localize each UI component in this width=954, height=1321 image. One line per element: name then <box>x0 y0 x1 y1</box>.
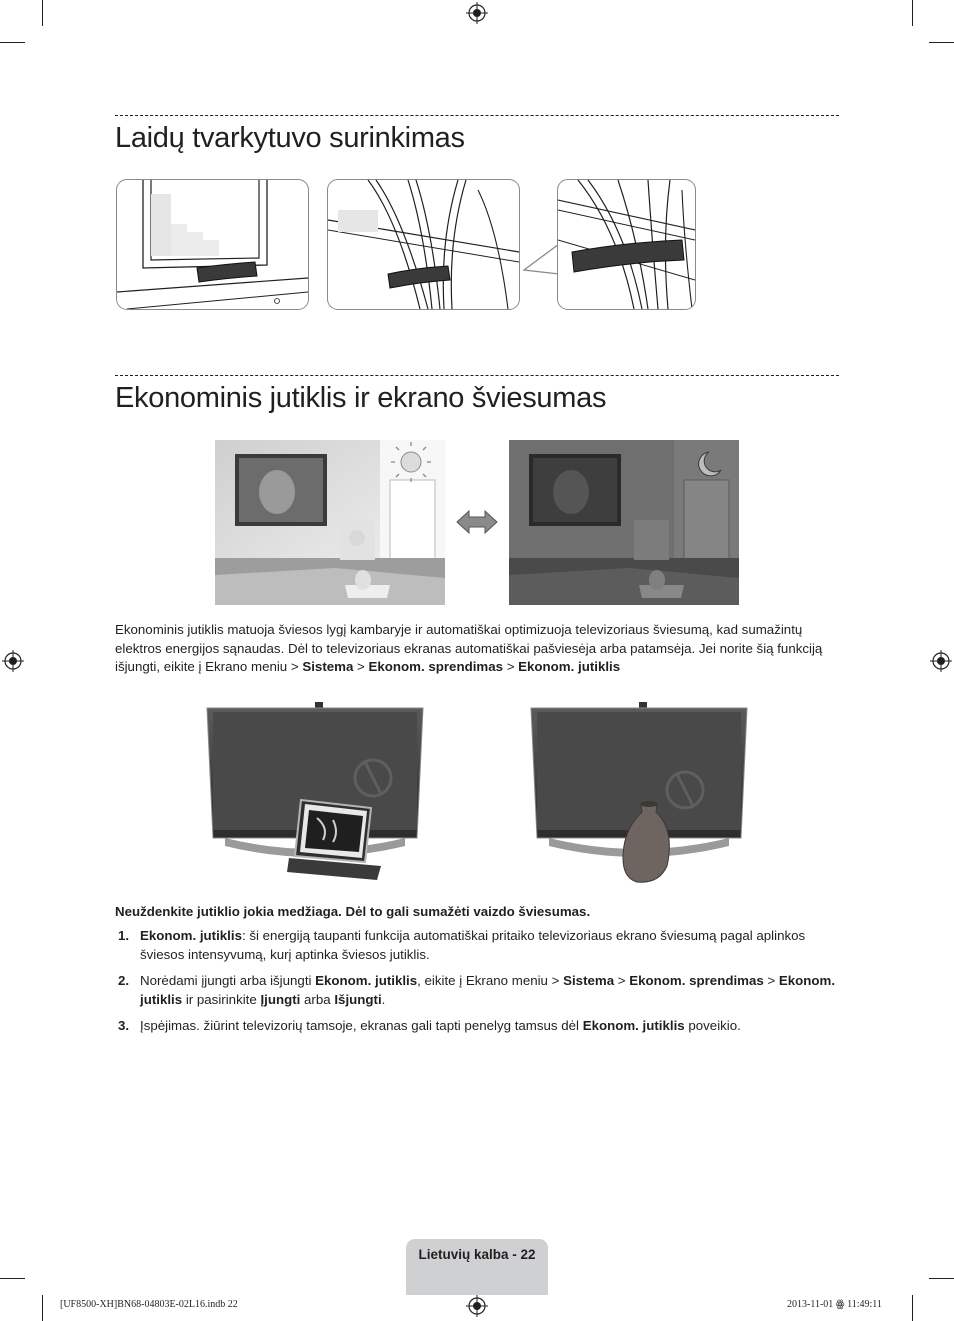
eco-sensor-description: Ekonominis jutiklis matuoja šviesos lygį kambaryje ir automatiškai optimizuoja televizoriaus šviesumą, kad sumažintų elektros energijos sąnaudas. Dėl to televizoriaus ekranas automatiškai pašviesėja arba patamsėja. Jei norite šią funkciją išjungti, eikite į Ekrano meniu > Sistema > Ekonom. sprendimas > Ekonom. jutiklis <box>115 622 823 674</box>
cable-manager-step-2-illustration <box>327 179 520 310</box>
crop-mark <box>912 0 913 26</box>
crop-mark <box>42 0 43 26</box>
registration-mark-icon <box>466 1295 488 1317</box>
registration-mark-icon <box>2 650 24 672</box>
callout-pointer <box>522 240 562 280</box>
sensor-warning: Neuždenkite jutiklio jokia medžiaga. Dėl to gali sumažėti vaizdo šviesumas. <box>115 904 591 919</box>
menu-path-sprendimas: Ekonom. sprendimas <box>368 659 503 674</box>
dark-room-photo <box>509 440 739 605</box>
double-arrow-icon <box>455 508 499 536</box>
crop-mark <box>0 42 25 43</box>
section-divider <box>115 115 839 116</box>
section-divider <box>115 375 839 376</box>
crop-mark <box>42 1295 43 1321</box>
section-title-cable-manager: Laidų tvarkytuvo surinkimas <box>115 122 465 154</box>
tv-blocked-by-vase-illustration <box>529 700 749 885</box>
tv-blocked-by-frame-illustration <box>205 700 425 885</box>
cable-manager-step-1-illustration <box>116 179 309 310</box>
crop-mark <box>929 42 954 43</box>
registration-mark-icon <box>930 650 952 672</box>
crop-mark <box>929 1278 954 1279</box>
menu-path-sistema: Sistema <box>302 659 354 674</box>
section-title-eco-sensor: Ekonominis jutiklis ir ekrano šviesumas <box>115 382 607 414</box>
bright-room-photo <box>215 440 445 605</box>
menu-path-jutiklis: Ekonom. jutiklis <box>518 659 621 674</box>
print-slug-file: [UF8500-XH]BN68-04803E-02L16.indb 22 <box>60 1299 238 1310</box>
crop-mark <box>0 1278 25 1279</box>
list-item: 3. Įspėjimas. žiūrint televizorių tamsoje, ekranas gali tapti penelyg tamsus dėl Ekonom. jutiklis poveikio. <box>118 1018 741 1033</box>
print-slug-date: 2013-11-01 ꙮ 11:49:11 <box>787 1299 882 1310</box>
list-item: 2. Norėdami įjungti arba išjungti Ekonom. jutiklis, eikite į Ekrano meniu > Sistema > Ekonom. sprendimas > Ekonom. jutiklis ir pasirinkite Įjungti arba Išjungti. <box>118 973 836 1007</box>
crop-mark <box>912 1295 913 1321</box>
cable-manager-step-3-illustration <box>557 179 696 310</box>
list-item: 1. Ekonom. jutiklis: ši energiją taupanti funkcija automatiškai pritaiko televizoriaus ekrano šviesumą pagal aplinkos šviesos intensyvumą, kurį aptinka šviesos jutiklis. <box>118 928 806 962</box>
registration-mark-icon <box>466 2 488 24</box>
page-number-label: Lietuvių kalba - 22 <box>418 1247 536 1262</box>
